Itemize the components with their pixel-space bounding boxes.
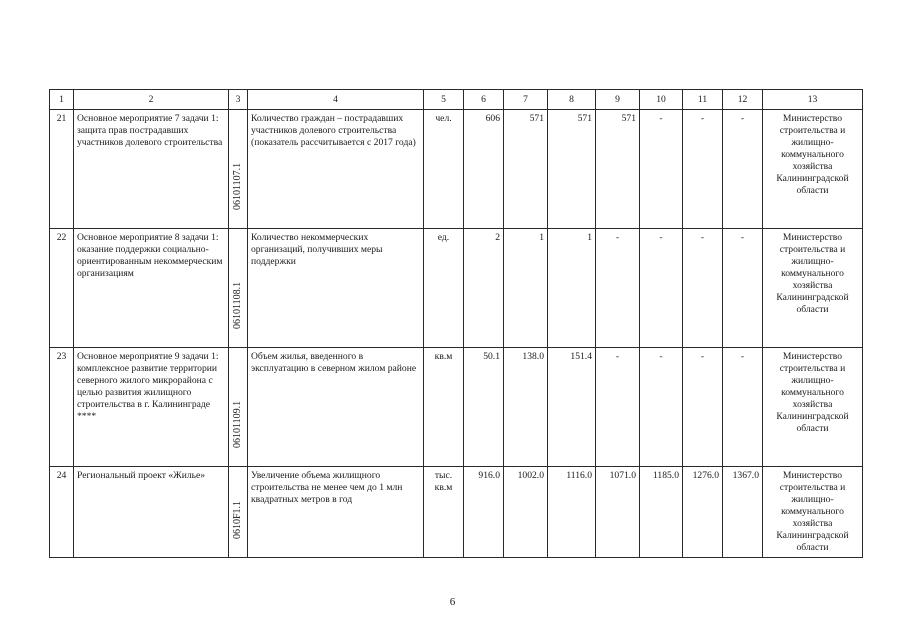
event-name: Региональный проект «Жилье» — [74, 467, 229, 558]
header-cell: 13 — [763, 90, 863, 110]
responsible-body: Министерство строительства и жилищно-коммунального хозяйства Калининградской области — [763, 110, 863, 229]
event-name: Основное мероприятие 9 задачи 1: комплексное развитие территории северного жилого микрорайона с целью развития жилищного строительства в г. Калининграде **** — [74, 348, 229, 467]
code-text: 06101108.1 — [232, 281, 243, 329]
value-col6: 50.1 — [464, 348, 504, 467]
row-number: 23 — [50, 348, 74, 467]
value-col6: 2 — [464, 229, 504, 348]
value-col9: 571 — [596, 110, 640, 229]
header-cell: 3 — [229, 90, 248, 110]
table-row — [50, 110, 863, 229]
value-col8: 571 — [548, 110, 596, 229]
table-row — [50, 467, 863, 558]
value-col7: 1 — [504, 229, 548, 348]
value-col12: - — [723, 229, 763, 348]
value-col9: - — [596, 229, 640, 348]
unit: ед. — [424, 229, 464, 348]
value-col7: 138.0 — [504, 348, 548, 467]
header-cell: 1 — [50, 90, 74, 110]
indicator-name: Увеличение объема жилищного строительства не менее чем до 1 млн квадратных метров в год — [248, 467, 424, 558]
value-col10: - — [640, 229, 683, 348]
responsible-body: Министерство строительства и жилищно-коммунального хозяйства Калининградской области — [763, 229, 863, 348]
header-cell: 7 — [504, 90, 548, 110]
value-col10: 1185.0 — [640, 467, 683, 558]
code-cell — [229, 110, 248, 229]
value-col8: 1116.0 — [548, 467, 596, 558]
responsible-body: Министерство строительства и жилищно-коммунального хозяйства Калининградской области — [763, 348, 863, 467]
row-number: 21 — [50, 110, 74, 229]
header-cell: 12 — [723, 90, 763, 110]
value-col12: - — [723, 348, 763, 467]
header-cell: 8 — [548, 90, 596, 110]
indicator-name: Объем жилья, введенного в эксплуатацию в северном жилом районе — [248, 348, 424, 467]
event-name: Основное мероприятие 8 задачи 1: оказание поддержки социально-ориентированным некоммерческим организациям — [74, 229, 229, 348]
value-col8: 1 — [548, 229, 596, 348]
responsible-body: Министерство строительства и жилищно-коммунального хозяйства Калининградской области — [763, 467, 863, 558]
header-cell: 5 — [424, 90, 464, 110]
code-cell — [229, 348, 248, 467]
value-col11: - — [683, 348, 723, 467]
indicator-name: Количество граждан – пострадавших участников долевого строительства (показатель рассчитывается с 2017 года) — [248, 110, 424, 229]
value-col6: 606 — [464, 110, 504, 229]
header-cell: 4 — [248, 90, 424, 110]
value-col11: - — [683, 229, 723, 348]
value-col8: 151.4 — [548, 348, 596, 467]
unit: тыс. кв.м — [424, 467, 464, 558]
value-col6: 916.0 — [464, 467, 504, 558]
row-number: 22 — [50, 229, 74, 348]
program-indicators-table — [49, 89, 863, 558]
header-cell: 6 — [464, 90, 504, 110]
value-col7: 1002.0 — [504, 467, 548, 558]
code-cell — [229, 467, 248, 558]
page-number: 6 — [449, 596, 456, 608]
event-name: Основное мероприятие 7 задачи 1: защита прав пострадавших участников долевого строительства — [74, 110, 229, 229]
table-row — [50, 229, 863, 348]
header-cell: 9 — [596, 90, 640, 110]
value-col9: - — [596, 348, 640, 467]
header-cell: 11 — [683, 90, 723, 110]
value-col12: - — [723, 110, 763, 229]
indicator-name: Количество некоммерческих организаций, получивших меры поддержки — [248, 229, 424, 348]
code-text: 06101109.1 — [232, 400, 243, 448]
value-col7: 571 — [504, 110, 548, 229]
unit: чел. — [424, 110, 464, 229]
header-row — [50, 90, 863, 110]
code-text: 0610F1.1 — [232, 500, 243, 539]
header-cell: 2 — [74, 90, 229, 110]
unit: кв.м — [424, 348, 464, 467]
value-col11: - — [683, 110, 723, 229]
table-row — [50, 348, 863, 467]
value-col9: 1071.0 — [596, 467, 640, 558]
code-text: 06101107.1 — [232, 162, 243, 210]
value-col10: - — [640, 110, 683, 229]
row-number: 24 — [50, 467, 74, 558]
header-cell: 10 — [640, 90, 683, 110]
value-col11: 1276.0 — [683, 467, 723, 558]
value-col10: - — [640, 348, 683, 467]
code-cell — [229, 229, 248, 348]
value-col12: 1367.0 — [723, 467, 763, 558]
